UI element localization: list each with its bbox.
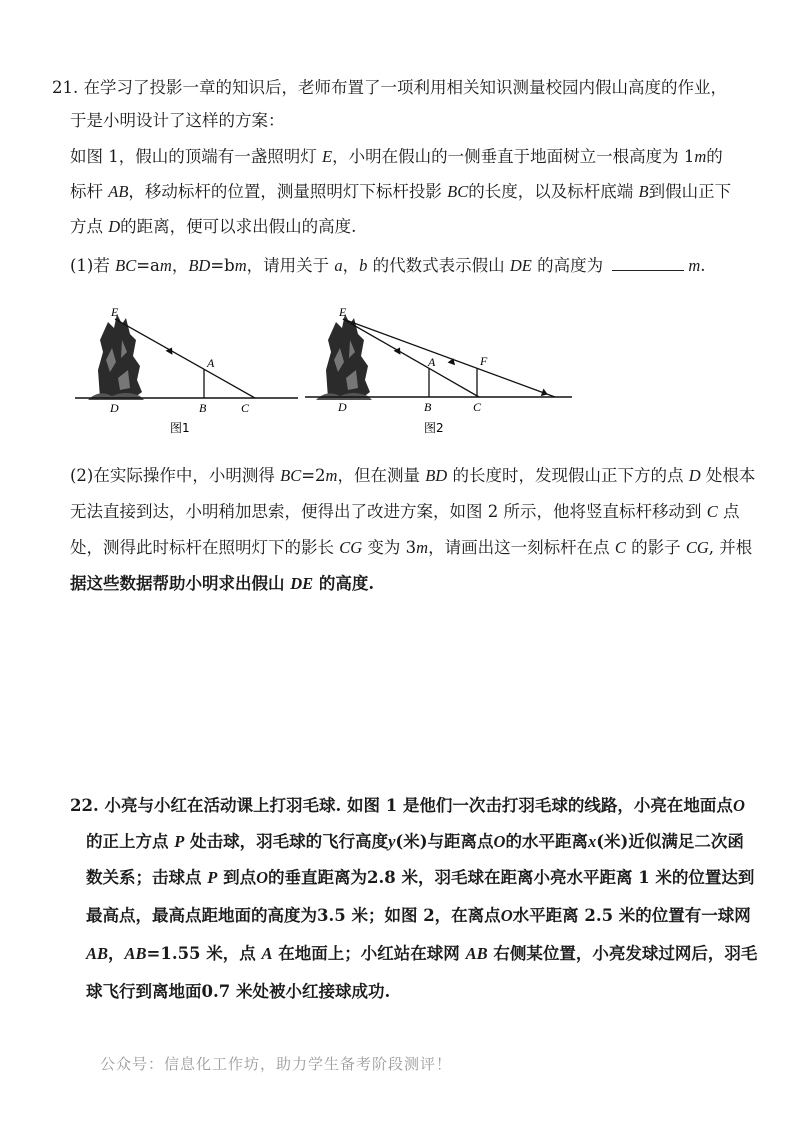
figure-2 bbox=[300, 300, 580, 440]
q21-line3: 如图 1，假山的顶端有一盏照明灯 E，小明在假山的一侧垂直于地面树立一根高度为 1m的 bbox=[70, 147, 723, 166]
q21-number: 21. bbox=[52, 78, 79, 97]
q22-line3: 数关系；击球点 P 到点O的垂直距离为2.8 米，羽毛球在距离小亮水平距离 1 米的位置达到 bbox=[86, 868, 755, 887]
q21-part1: (1)若 BC=am，BD=bm，请用关于 a，b 的代数式表示假山 DE 的高度为 m. bbox=[70, 256, 706, 275]
q22-line1: 22. 小亮与小红在活动课上打羽毛球. 如图 1 是他们一次击打羽毛球的线路，小亮在地面点O bbox=[70, 796, 745, 815]
rockery-1 bbox=[88, 314, 144, 400]
q22-number: 22. bbox=[70, 796, 99, 815]
q21-line5: 方点 D的距离，便可以求出假山的高度. bbox=[70, 217, 357, 236]
light-ray-2b bbox=[343, 319, 555, 397]
q22-line5: AB，AB=1.55 米，点 A 在地面上；小红站在球网 AB 右侧某位置，小亮发球过网后，羽毛 bbox=[86, 944, 758, 963]
q22-line2: 的正上方点 P 处击球，羽毛球的飞行高度y(米)与距离点O的水平距离x(米)近似满足二次函 bbox=[86, 832, 744, 851]
watermark: 公众号：信息化工作坊，助力学生备考阶段测评！ bbox=[100, 1055, 453, 1073]
label-B-2: B bbox=[424, 400, 432, 414]
q21-part2-line3: 处，测得此时标杆在照明灯下的影长 CG 变为 3m，请画出这一刻标杆在点 C 的影子 CG, 并根 bbox=[70, 538, 753, 557]
label-B-1: B bbox=[199, 401, 207, 415]
caption-fig1: 图1 bbox=[170, 421, 190, 435]
label-D-1: D bbox=[110, 401, 119, 415]
label-E-2: E bbox=[339, 305, 347, 319]
q21-part2-line2: 无法直接到达，小明稍加思索，便得出了改进方案，如图 2 所示，他将竖直标杆移动到 C 点 bbox=[70, 502, 740, 521]
label-C-1: C bbox=[241, 401, 250, 415]
q21-part2-line1: (2)在实际操作中，小明测得 BC=2m，但在测量 BD 的长度时，发现假山正下方的点 D 处根本 bbox=[70, 466, 756, 485]
answer-blank[interactable] bbox=[612, 270, 684, 271]
label-A-2: A bbox=[428, 355, 436, 369]
label-D-2: D bbox=[338, 400, 347, 414]
caption-fig2: 图2 bbox=[424, 421, 444, 435]
label-C-2: C bbox=[473, 400, 482, 414]
q22-line4: 最高点，最高点距地面的高度为3.5 米；如图 2，在离点O水平距离 2.5 米的位置有一球网 bbox=[86, 906, 751, 925]
q21-part2-line4: 据这些数据帮助小明求出假山 DE 的高度. bbox=[70, 574, 375, 593]
q21-line2: 于是小明设计了这样的方案： bbox=[70, 111, 285, 130]
arrow-1 bbox=[166, 346, 176, 355]
q21-line4: 标杆 AB，移动标杆的位置，测量照明灯下标杆投影 BC的长度，以及标杆底端 B到假山正下 bbox=[70, 182, 732, 201]
q22-line6: 球飞行到离地面0.7 米处被小红接球成功. bbox=[86, 982, 391, 1001]
q21-line1: 21. 在学习了投影一章的知识后，老师布置了一项利用相关知识测量校园内假山高度的作业， bbox=[52, 78, 727, 97]
label-F-2: F bbox=[480, 354, 488, 368]
label-A-1: A bbox=[207, 356, 215, 370]
figure-1 bbox=[70, 300, 300, 440]
label-E-1: E bbox=[111, 305, 119, 319]
